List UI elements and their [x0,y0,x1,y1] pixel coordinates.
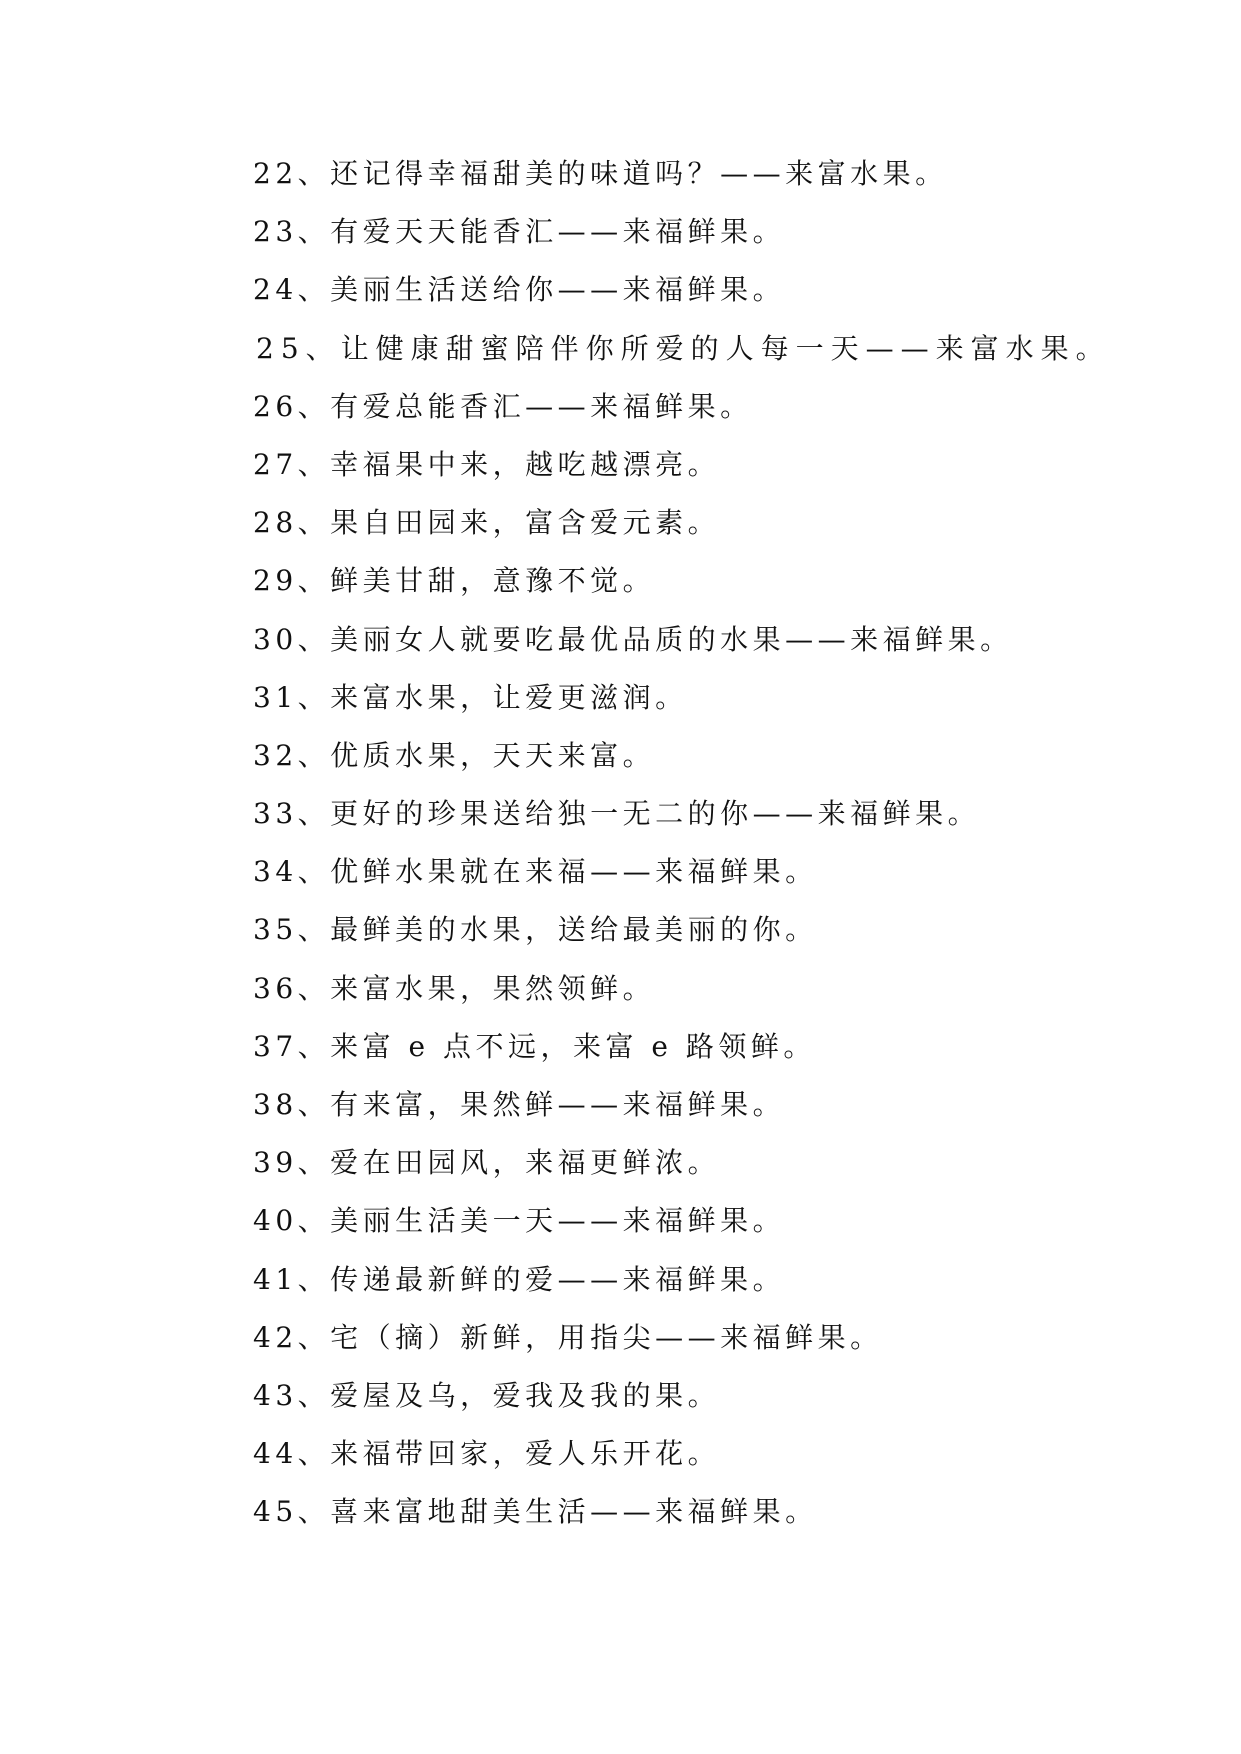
item-number: 37 [253,1029,298,1063]
list-item [253,1438,1111,1496]
item-number: 25 [256,331,306,365]
item-text: 美丽女人就要吃最优品质的水果——来福鲜果。 [330,622,1013,656]
item-text: 最鲜美的水果，送给最美丽的你。 [330,913,818,947]
item-number: 29 [253,564,298,598]
item-text: 来富水果，让爱更滋润。 [330,680,688,714]
item-separator: 、 [297,913,331,947]
item-separator: 、 [297,1262,331,1296]
item-number: 23 [253,215,298,249]
item-separator: 、 [297,157,331,190]
item-text: 美丽生活送给你——来福鲜果。 [330,273,786,307]
item-text: 传递最新鲜的爱——来福鲜果。 [330,1262,786,1296]
item-number: 39 [253,1146,298,1180]
list-item [253,565,1111,623]
list-item [253,740,1111,798]
item-separator: 、 [297,1029,331,1063]
item-number: 27 [253,447,298,481]
item-text: 幸福果中来，越吃越漂亮。 [330,447,721,481]
item-separator: 、 [297,1495,331,1529]
item-number: 32 [253,738,298,772]
list-item [253,158,1111,216]
list-item [253,682,1111,740]
list-item [253,1089,1111,1147]
list-item [253,914,1111,972]
item-number: 43 [253,1378,298,1412]
slogan-list [253,158,1111,1555]
list-item [253,1496,1111,1554]
item-text: 优质水果，天天来富。 [330,738,656,772]
item-separator: 、 [297,389,331,423]
item-number: 40 [253,1204,298,1238]
item-number: 33 [253,797,298,831]
list-item [253,1264,1111,1322]
item-separator: 、 [297,564,331,598]
item-number: 31 [253,680,298,714]
list-item [253,333,1111,391]
list-item [253,798,1111,856]
item-separator: 、 [297,1088,331,1121]
item-separator: 、 [297,447,331,481]
item-separator: 、 [297,1320,331,1354]
item-number: 44 [253,1437,298,1471]
item-separator: 、 [297,738,331,772]
item-separator: 、 [297,971,331,1005]
item-number: 30 [253,622,298,656]
item-separator: 、 [297,273,331,307]
list-item [253,1322,1111,1380]
item-number: 35 [253,913,298,947]
list-item [253,856,1111,914]
item-separator: 、 [297,1204,331,1238]
item-text: 有爱总能香汇——来福鲜果。 [330,389,753,423]
list-item [253,507,1111,565]
item-number: 28 [253,506,298,540]
item-separator: 、 [297,797,331,831]
list-item [253,391,1111,449]
list-item [253,449,1111,507]
item-number: 42 [253,1320,298,1354]
list-item [253,624,1111,682]
item-number: 26 [253,389,298,423]
item-number: 24 [253,273,298,307]
list-item [253,216,1111,274]
item-separator: 、 [305,331,341,365]
list-item [253,274,1111,332]
item-number: 41 [253,1262,298,1296]
item-number: 38 [253,1088,298,1121]
item-separator: 、 [297,622,331,656]
item-text: 喜来富地甜美生活——来福鲜果。 [330,1495,818,1529]
item-text: 来富 e 点不远，来富 e 路领鲜。 [330,1029,816,1063]
item-separator: 、 [297,680,331,714]
item-text: 还记得幸福甜美的味道吗？——来富水果。 [330,157,948,190]
item-separator: 、 [297,215,331,249]
item-number: 36 [253,971,298,1005]
item-text: 让健康甜蜜陪伴你所爱的人每一天——来富水果。 [340,331,1111,365]
item-text: 鲜美甘甜，意豫不觉。 [330,564,656,598]
list-item [253,1205,1111,1263]
item-number: 34 [253,855,298,889]
item-separator: 、 [297,1378,331,1412]
item-text: 有来富，果然鲜——来福鲜果。 [330,1088,786,1121]
item-text: 爱在田园风，来福更鲜浓。 [330,1146,721,1180]
item-separator: 、 [297,1437,331,1471]
item-text: 优鲜水果就在来福——来福鲜果。 [330,855,818,889]
list-item [253,1380,1111,1438]
item-text: 爱屋及乌，爱我及我的果。 [330,1378,721,1412]
item-separator: 、 [297,1146,331,1180]
item-text: 美丽生活美一天——来福鲜果。 [330,1204,786,1238]
item-separator: 、 [297,855,331,889]
item-text: 来富水果，果然领鲜。 [330,971,656,1005]
list-item [253,1031,1111,1089]
list-item [253,1147,1111,1205]
item-text: 果自田园来，富含爱元素。 [330,506,721,540]
item-separator: 、 [297,506,331,540]
item-number: 22 [253,157,298,190]
item-text: 更好的珍果送给独一无二的你——来福鲜果。 [330,797,981,831]
item-number: 45 [253,1495,298,1529]
list-item [253,973,1111,1031]
item-text: 来福带回家，爱人乐开花。 [330,1437,721,1471]
item-text: 有爱天天能香汇——来福鲜果。 [330,215,786,249]
item-text: 宅（摘）新鲜，用指尖——来福鲜果。 [330,1320,883,1354]
